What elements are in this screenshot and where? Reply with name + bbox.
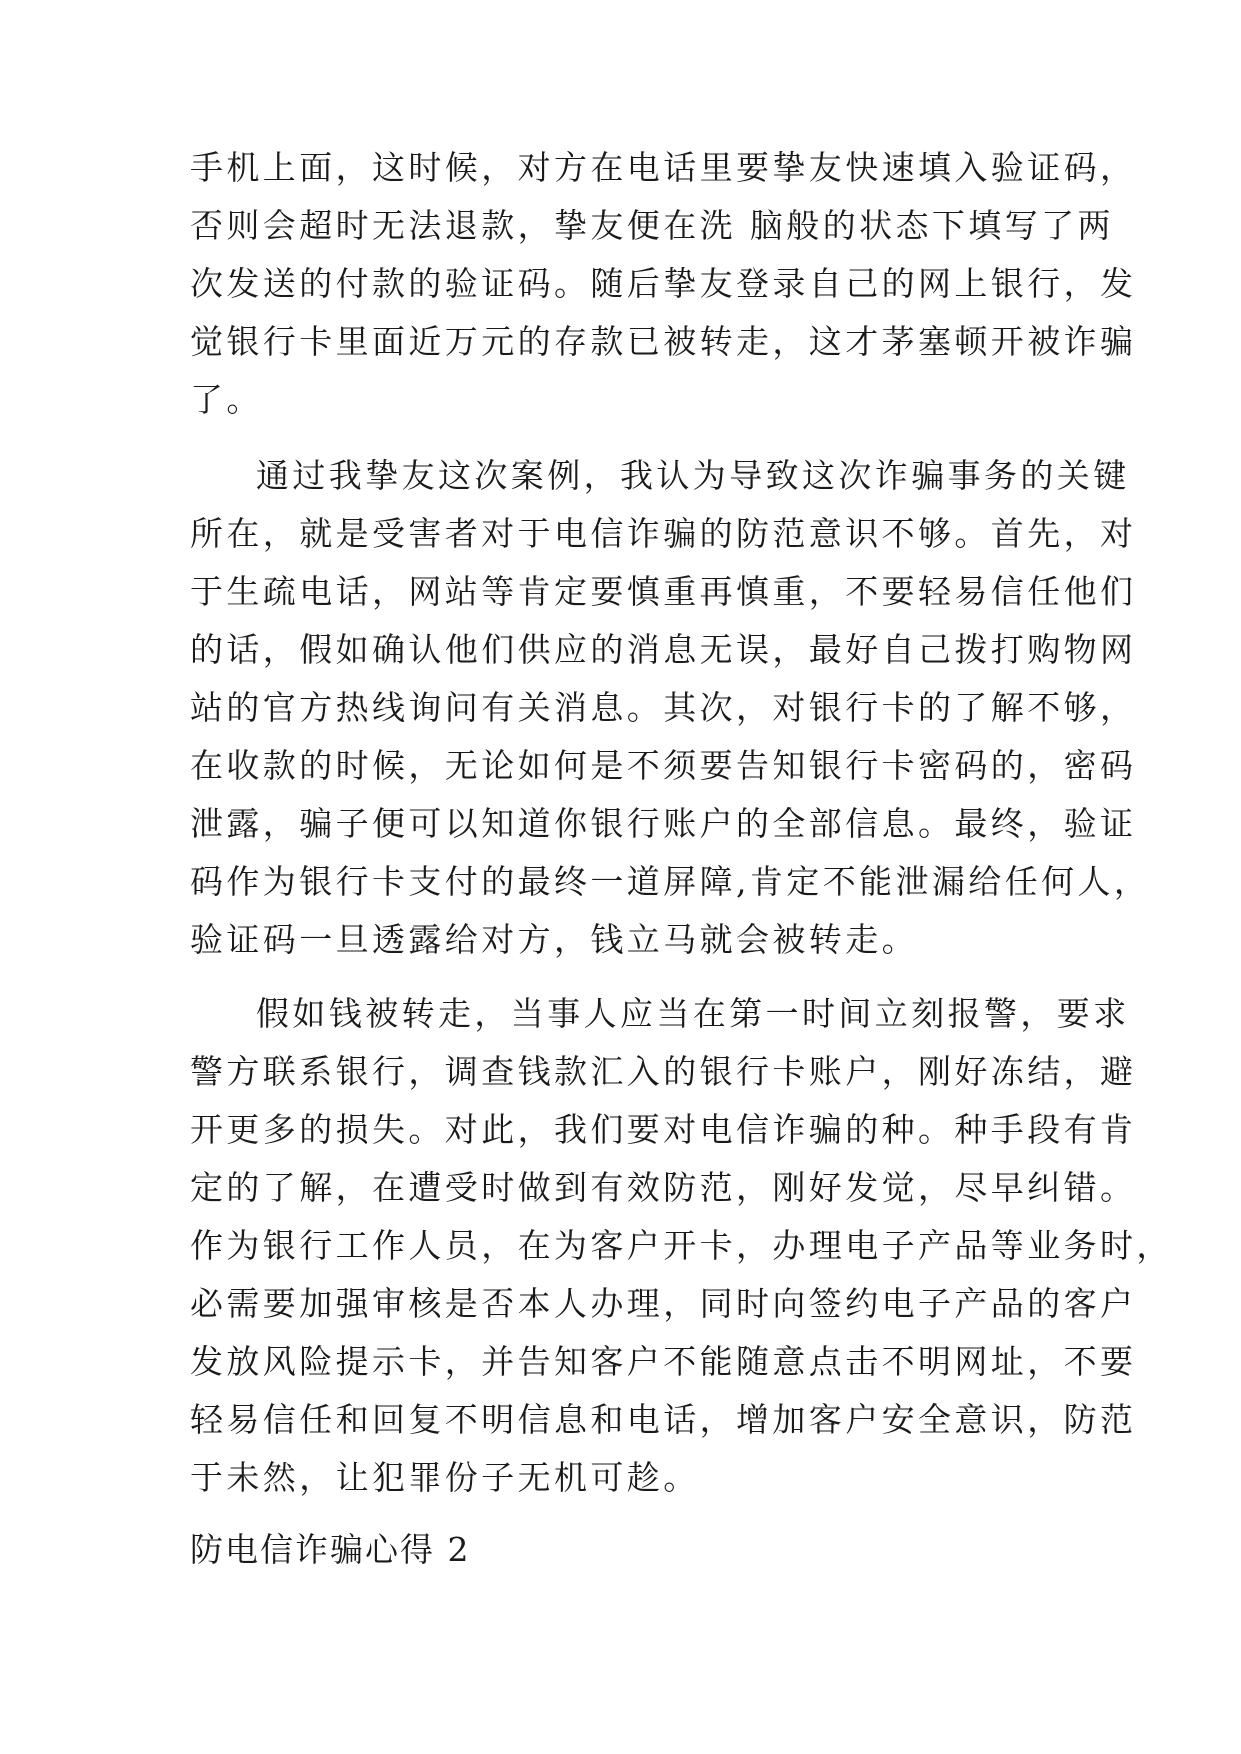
body-line: 码作为银行卡支付的最终一道屏障,肯定不能泄漏给任何人，: [190, 862, 1151, 901]
body-line: 轻易信任和回复不明信息和电话，增加客户安全意识，防范: [190, 1400, 1137, 1439]
paragraph-first-line: 通过我挚友这次案例，我认为导致这次诈骗事务的关键: [256, 456, 1130, 495]
body-line: 否则会超时无法退款，挚友便在洗 脑般的状态下填写了两: [190, 206, 1114, 245]
paragraph-first-line: 假如钱被转走，当事人应当在第一时间立刻报警，要求: [256, 994, 1130, 1033]
body-line: 泄露，骗子便可以知道你银行账户的全部信息。最终，验证: [190, 804, 1137, 843]
body-line: 站的官方热线询问有关消息。其次，对银行卡的了解不够，: [190, 688, 1137, 727]
section-heading: 防电信诈骗心得 2: [190, 1530, 471, 1569]
body-line: 作为银行工作人员，在为客户开卡，办理电子产品等业务时，: [190, 1226, 1173, 1265]
body-line: 在收款的时候，无论如何是不须要告知银行卡密码的，密码: [190, 746, 1137, 785]
body-line: 开更多的损失。对此，我们要对电信诈骗的种。种手段有肯: [190, 1110, 1137, 1149]
body-line: 发放风险提示卡，并告知客户不能随意点击不明网址，不要: [190, 1342, 1137, 1381]
body-line: 定的了解，在遭受时做到有效防范，刚好发觉，尽早纠错。: [190, 1168, 1137, 1207]
body-line: 验证码一旦透露给对方，钱立马就会被转走。: [190, 920, 918, 959]
body-line: 必需要加强审核是否本人办理，同时向签约电子产品的客户: [190, 1284, 1137, 1323]
body-line: 手机上面，这时候，对方在电话里要挚友快速填入验证码，: [190, 148, 1137, 187]
body-line: 觉银行卡里面近万元的存款已被转走，这才茅塞顿开被诈骗: [190, 322, 1137, 361]
body-line: 警方联系银行，调查钱款汇入的银行卡账户，刚好冻结，避: [190, 1052, 1137, 1091]
body-line: 的话，假如确认他们供应的消息无误，最好自己拨打购物网: [190, 630, 1137, 669]
body-line: 了。: [190, 380, 263, 419]
body-line: 所在，就是受害者对于电信诈骗的防范意识不够。首先，对: [190, 514, 1137, 553]
body-line: 次发送的付款的验证码。随后挚友登录自己的网上银行，发: [190, 264, 1137, 303]
body-line: 于未然，让犯罪份子无机可趁。: [190, 1458, 700, 1497]
body-line: 于生疏电话，网站等肯定要慎重再慎重，不要轻易信任他们: [190, 572, 1137, 611]
